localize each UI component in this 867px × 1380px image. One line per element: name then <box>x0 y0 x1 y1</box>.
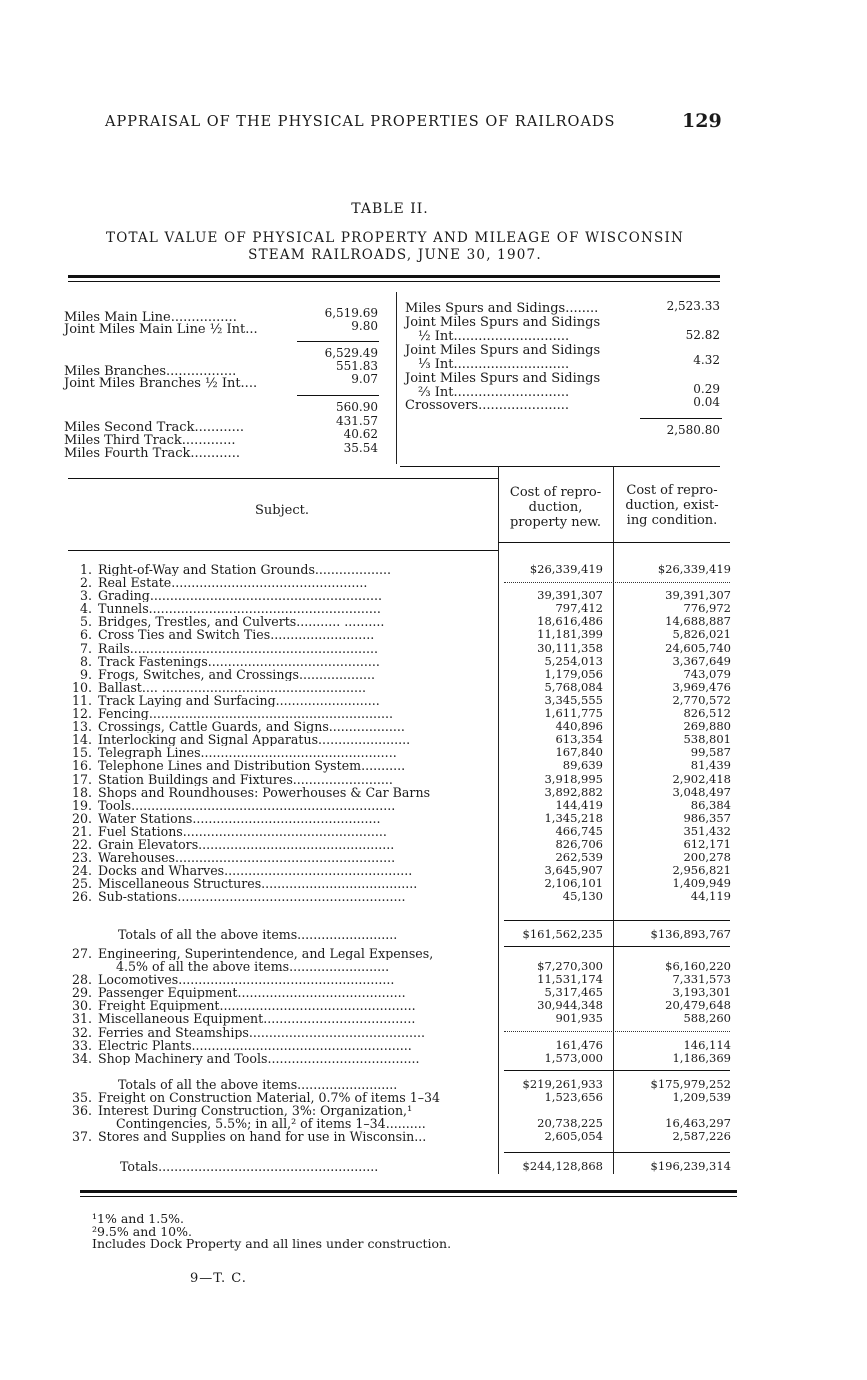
table-row <box>68 615 738 628</box>
mileage-right-label: ⅔ Int............................ <box>418 385 570 400</box>
row-value-exist: $136,893,767 <box>650 927 731 941</box>
row-value-new: 3,345,555 <box>544 692 603 707</box>
mileage-subtotal-rule <box>297 395 379 396</box>
row-value-exist: 776,972 <box>683 601 731 616</box>
mileage-left-label: Miles Second Track............ <box>64 420 245 435</box>
row-subject: Warehouses....................................................... <box>98 851 396 865</box>
row-value-new: $161,562,235 <box>522 927 603 941</box>
row-subject: Interlocking and Signal Apparatus....................... <box>98 733 411 747</box>
table-row <box>68 602 738 615</box>
table-row <box>68 890 738 903</box>
table-row <box>68 589 738 602</box>
row-number: 4. <box>79 601 92 617</box>
mileage-right-label: Miles Spurs and Sidings........ <box>405 301 599 316</box>
table-title-line2: STEAM RAILROADS, JUNE 30, 1907. <box>248 247 542 263</box>
row-value-new: 797,412 <box>555 601 603 616</box>
row-value-new: 5,254,013 <box>544 653 603 668</box>
table-row <box>68 1091 738 1104</box>
table-row <box>68 681 738 694</box>
row-value-new: 5,768,084 <box>544 679 603 694</box>
bottom-rule-thick <box>80 1190 737 1193</box>
row-number: 17. <box>71 771 92 787</box>
row-value-exist: 24,605,740 <box>665 640 731 655</box>
row-value-exist: 3,367,649 <box>672 653 731 668</box>
row-number: 25. <box>71 876 92 892</box>
row-subject: Totals....................................................... <box>120 1160 379 1174</box>
row-value-exist: 200,278 <box>683 850 731 865</box>
row-number: 3. <box>79 588 92 604</box>
row-value-new: 18,616,486 <box>537 614 603 629</box>
bottom-rule-thin <box>80 1196 737 1197</box>
row-number: 32. <box>71 1024 92 1040</box>
grand-total-rule <box>504 1152 730 1153</box>
row-subject: Electric Plants....................................................... <box>98 1038 412 1052</box>
row-value-new: 1,523,656 <box>544 1090 603 1104</box>
row-value-new: 89,639 <box>562 758 603 773</box>
row-value-exist: 351,432 <box>683 823 731 838</box>
row-value-exist: $6,160,220 <box>665 959 731 974</box>
row-value-new: 11,531,174 <box>537 972 603 987</box>
table-row <box>68 746 738 759</box>
totals-2 <box>68 1078 738 1091</box>
table-row <box>68 1052 738 1065</box>
mileage-left-value: 35.54 <box>343 441 378 455</box>
col-header-exist <box>614 483 730 528</box>
table-row <box>68 877 738 890</box>
row-subject: Engineering, Superintendence, and Legal Expenses, <box>98 947 434 961</box>
table-row <box>68 960 738 973</box>
row-number: 14. <box>71 732 92 748</box>
row-number: 10. <box>71 679 92 695</box>
table-row <box>68 1104 738 1117</box>
row-subject: Real Estate................................................. <box>98 576 368 590</box>
col-header-new-line: property new. <box>509 515 602 530</box>
row-number: 12. <box>71 706 92 722</box>
row-value-exist: 39,391,307 <box>665 588 731 603</box>
row-subject: Cross Ties and Switch Ties.......................... <box>98 628 375 642</box>
row-subject: Sub-stations......................................................... <box>98 890 406 904</box>
row-value-exist: 538,801 <box>683 732 731 747</box>
mileage-total-rule <box>640 418 722 419</box>
table-row <box>68 1117 738 1130</box>
footnote: ²9.5% and 10%. <box>92 1224 192 1239</box>
row-value-exist: 2,587,226 <box>672 1129 731 1144</box>
row-value-new: $26,339,419 <box>529 562 603 576</box>
row-subject: 4.5% of all the above items......................... <box>116 960 390 974</box>
footnote: Includes Dock Property and all lines under construction. <box>92 1236 452 1251</box>
row-value-exist: 269,880 <box>683 719 731 734</box>
row-number: 8. <box>79 653 92 669</box>
col-header-subject: Subject. <box>255 503 309 518</box>
row-subject: Grading.......................................................... <box>98 589 383 603</box>
row-number: 20. <box>71 810 92 826</box>
row-value-exist: 20,479,648 <box>665 998 731 1013</box>
top-rule-thin <box>68 281 720 282</box>
col-header-exist-line: ing condition. <box>626 513 718 528</box>
row-number: 34. <box>71 1050 92 1066</box>
row-value-new: 262,539 <box>555 850 603 865</box>
row-value-exist: 2,902,418 <box>672 771 731 786</box>
row-value-exist: 3,969,476 <box>672 679 731 694</box>
mileage-right-label: Crossovers...................... <box>405 398 569 413</box>
cost-rows-1 <box>68 563 738 903</box>
mileage-right-label: Joint Miles Spurs and Sidings <box>405 315 601 330</box>
row-subject: Miscellaneous Equipment...................................... <box>98 1012 416 1026</box>
row-value-new: 613,354 <box>555 732 603 747</box>
row-value-new: 45,130 <box>562 889 603 904</box>
row-value-new: 1,573,000 <box>544 1050 603 1065</box>
row-value-exist: 14,688,887 <box>665 614 731 629</box>
mileage-right-label: Joint Miles Spurs and Sidings <box>405 343 601 358</box>
row-value-new: 826,706 <box>555 836 603 851</box>
row-value-exist: 1,209,539 <box>672 1090 731 1104</box>
mileage-left-label: Miles Branches................. <box>64 364 237 379</box>
totals-1 <box>68 928 738 942</box>
table-row <box>68 1026 738 1039</box>
row-subject: Ferries and Steamships............................................ <box>98 1025 426 1039</box>
row-subject: Telegraph Lines................................................. <box>98 746 397 760</box>
row-value-new: 1,345,218 <box>544 810 603 825</box>
row-number: 30. <box>71 998 92 1014</box>
row-value-new: 3,645,907 <box>544 863 603 878</box>
row-number: 16. <box>71 758 92 774</box>
table-row <box>68 563 738 576</box>
col-header-new-line: Cost of repro- <box>509 485 602 500</box>
table-row <box>68 999 738 1012</box>
header-top-rule-left <box>68 478 498 479</box>
table-row <box>68 1078 738 1091</box>
row-value-exist: 81,439 <box>690 758 731 773</box>
mileage-left-value: 6,519.69 <box>324 306 378 320</box>
row-number: 26. <box>71 889 92 905</box>
row-value-new: 2,106,101 <box>544 876 603 891</box>
row-value-exist: 612,171 <box>683 836 731 851</box>
row-subject: Track Laying and Surfacing.......................... <box>98 693 380 708</box>
table-row <box>68 851 738 864</box>
table-row <box>68 628 738 641</box>
row-value-exist: 7,331,573 <box>672 972 731 987</box>
mileage-right-value: 0.29 <box>693 382 720 396</box>
row-value-new: $244,128,868 <box>522 1159 603 1173</box>
mileage-right-label: Joint Miles Spurs and Sidings <box>405 371 601 386</box>
mileage-left-label: Miles Fourth Track............ <box>64 446 240 461</box>
table-title-line1: TOTAL VALUE OF PHYSICAL PROPERTY AND MILEAGE OF WISCONSIN <box>106 230 684 246</box>
row-subject: Totals of all the above items......................... <box>118 1078 398 1092</box>
row-value-exist: 146,114 <box>683 1037 731 1052</box>
row-value-exist: 99,587 <box>690 745 731 760</box>
table-row <box>68 707 738 720</box>
mileage-left-value: 9.80 <box>351 319 378 333</box>
row-subject: Fuel Stations................................................... <box>98 824 387 838</box>
row-number: 1. <box>79 562 92 577</box>
col-header-exist-line: Cost of repro- <box>626 483 718 498</box>
grand-total <box>68 1160 738 1173</box>
cost-table <box>68 563 738 903</box>
row-number: 6. <box>79 627 92 643</box>
top-rule-thick <box>68 275 720 278</box>
row-number: 27. <box>71 946 92 961</box>
row-value-exist: 5,826,021 <box>672 627 731 642</box>
row-value-exist: $196,239,314 <box>650 1159 731 1173</box>
col-header-new <box>498 485 613 530</box>
table-label: TABLE II. <box>351 201 429 217</box>
row-value-exist: 826,512 <box>683 706 731 721</box>
mileage-left-value: 551.83 <box>336 359 378 373</box>
row-number: 21. <box>71 823 92 839</box>
row-subject: Station Buildings and Fixtures......................... <box>98 772 393 786</box>
row-value-new: 466,745 <box>555 823 603 838</box>
row-subject: Totals of all the above items......................... <box>118 928 398 942</box>
table-row <box>68 1130 738 1143</box>
row-value-exist: 2,770,572 <box>672 692 731 707</box>
row-number: 35. <box>71 1090 92 1105</box>
row-number: 24. <box>71 863 92 879</box>
row-subject: Freight on Construction Material, 0.7% of items 1–34 <box>98 1091 441 1105</box>
table-row <box>68 838 738 851</box>
mileage-right-value: 4.32 <box>693 353 720 367</box>
mileage-right-value: 2,580.80 <box>666 423 720 437</box>
row-number: 9. <box>79 666 92 682</box>
row-number: 31. <box>71 1011 92 1027</box>
row-subject: Telephone Lines and Distribution System........... <box>98 759 406 773</box>
table-title <box>55 230 735 264</box>
row-value-exist: 588,260 <box>683 1011 731 1026</box>
table-row <box>68 773 738 786</box>
row-value-new: 440,896 <box>555 719 603 734</box>
row-subject: Interest During Construction, 3%: Organization,¹ <box>98 1104 413 1118</box>
row-value-new: 1,179,056 <box>544 666 603 681</box>
mileage-right-value: 52.82 <box>685 328 720 342</box>
row-value-new: 30,944,348 <box>537 998 603 1013</box>
row-value-exist: 986,357 <box>683 810 731 825</box>
row-subject: Passenger Equipment.......................................... <box>98 986 406 1000</box>
row-subject: Fencing............................................................. <box>98 707 394 721</box>
row-value-exist: 86,384 <box>690 797 731 812</box>
row-subject: Miscellaneous Structures....................................... <box>98 877 418 891</box>
mileage-left-value: 6,529.49 <box>324 346 378 360</box>
row-subject: Grain Elevators................................................. <box>98 837 395 852</box>
row-value-new: 3,918,995 <box>544 771 603 786</box>
table-row <box>68 694 738 707</box>
row-subject: Tunnels.......................................................... <box>98 602 381 616</box>
table-row <box>68 812 738 825</box>
row-subject: Ballast.... ................................................... <box>98 680 367 694</box>
row-value-new: 5,317,465 <box>544 985 603 1000</box>
row-value-exist: $26,339,419 <box>657 562 731 576</box>
header-bottom-rule-right <box>498 542 730 543</box>
mileage-left-value: 560.90 <box>336 400 378 414</box>
table-row <box>68 642 738 655</box>
table-row <box>68 799 738 812</box>
mileage-left-label: Miles Main Line................ <box>64 310 237 325</box>
table-row <box>68 973 738 986</box>
mileage-left-label: Joint Miles Main Line ½ Int... <box>64 322 258 337</box>
page-number: 129 <box>682 110 722 132</box>
row-number: 5. <box>79 614 92 630</box>
mileage-right-value: 2,523.33 <box>666 299 720 313</box>
row-value-exist: 743,079 <box>683 666 731 681</box>
row-value-new: 1,611,775 <box>544 706 603 721</box>
row-subject: Docks and Wharves............................................... <box>98 864 413 878</box>
table-row <box>68 668 738 681</box>
cost-rows-2-wrap <box>68 947 738 1065</box>
row-value-new: $7,270,300 <box>537 959 603 974</box>
table-row <box>68 733 738 746</box>
row-value-new: 167,840 <box>555 745 603 760</box>
row-number: 37. <box>71 1129 92 1145</box>
row-subject: Tools.................................................................. <box>98 798 396 812</box>
row-subject: Frogs, Switches, and Crossings................... <box>98 667 376 681</box>
mileage-divider <box>396 292 397 464</box>
mileage-left-value: 9.07 <box>351 372 378 386</box>
row-number: 36. <box>71 1103 92 1119</box>
row-value-new: 30,111,358 <box>537 640 603 655</box>
table-row <box>68 786 738 799</box>
mileage-left-label: Joint Miles Branches ½ Int.... <box>64 376 258 391</box>
mileage-right-label: ½ Int............................ <box>418 329 570 344</box>
table-row <box>68 1039 738 1052</box>
row-number: 22. <box>71 836 92 852</box>
table-row <box>68 655 738 668</box>
row-value-exist: 1,186,369 <box>672 1050 731 1065</box>
mileage-left-label: Miles Third Track............. <box>64 433 236 448</box>
row-number: 18. <box>71 784 92 800</box>
table-row <box>68 864 738 877</box>
row-subject: Contingencies, 5.5%; in all,² of items 1–34.......... <box>116 1117 426 1131</box>
cost-rows-2 <box>68 947 738 1065</box>
table-row <box>68 928 738 942</box>
row-subject: Freight Equipment................................................. <box>98 999 416 1013</box>
row-subject: Track Fastenings........................................... <box>98 654 380 668</box>
header-bottom-rule <box>68 550 498 551</box>
cost-rows-3 <box>68 1091 738 1143</box>
row-number: 29. <box>71 985 92 1001</box>
header-top-rule <box>400 466 720 467</box>
table-row <box>68 759 738 772</box>
table-row <box>68 1160 738 1173</box>
subtotal-rule-2 <box>504 1070 730 1071</box>
row-value-exist: 16,463,297 <box>665 1116 731 1131</box>
table-row <box>68 1012 738 1025</box>
row-subject: Rails.............................................................. <box>98 641 378 655</box>
row-value-new: 144,419 <box>555 797 603 812</box>
footnote: ¹1% and 1.5%. <box>92 1211 185 1226</box>
row-subject: Right-of-Way and Station Grounds................... <box>98 563 391 577</box>
row-subject: Shops and Roundhouses: Powerhouses & Car Barns <box>98 785 431 799</box>
mileage-subtotal-rule <box>297 341 379 342</box>
row-number: 23. <box>71 850 92 866</box>
row-value-exist: 2,956,821 <box>672 863 731 878</box>
row-value-new: 11,181,399 <box>537 627 603 642</box>
row-value-new: 2,605,054 <box>544 1129 603 1144</box>
row-number: 2. <box>79 575 92 591</box>
row-value-exist: 44,119 <box>690 889 731 904</box>
mileage-right-label: ⅓ Int............................ <box>418 357 570 372</box>
subtotal-rule-1 <box>504 920 730 921</box>
row-value-new: 39,391,307 <box>537 588 603 603</box>
row-value-new: 161,476 <box>555 1037 603 1052</box>
row-subject: Crossings, Cattle Guards, and Signs................... <box>98 720 405 734</box>
table-row <box>68 825 738 838</box>
row-subject: Bridges, Trestles, and Culverts........... .......... <box>98 615 385 629</box>
row-subject: Locomotives...................................................... <box>98 973 395 987</box>
running-head: APPRAISAL OF THE PHYSICAL PROPERTIES OF RAILROADS <box>105 114 616 130</box>
row-number: 15. <box>71 745 92 761</box>
row-value-new: $219,261,933 <box>522 1077 603 1091</box>
row-separator <box>504 1031 730 1032</box>
row-subject: Stores and Supplies on hand for use in Wisconsin... <box>98 1130 427 1144</box>
row-subject: Water Stations............................................... <box>98 811 381 825</box>
row-value-new: 901,935 <box>555 1011 603 1026</box>
row-number: 19. <box>71 797 92 813</box>
row-value-exist: 3,048,497 <box>672 784 731 799</box>
row-separator <box>504 582 730 583</box>
col-header-exist-line: duction, exist- <box>625 498 719 513</box>
row-subject: Shop Machinery and Tools...................................... <box>98 1051 420 1065</box>
row-value-exist: 3,193,301 <box>672 985 731 1000</box>
table-row <box>68 720 738 733</box>
mileage-right-value: 0.04 <box>693 395 720 409</box>
signature-mark: 9—T. C. <box>190 1271 247 1286</box>
row-value-new: 3,892,882 <box>544 784 603 799</box>
col-header-new-line: duction, <box>528 500 583 515</box>
row-number: 7. <box>79 640 92 656</box>
mileage-left-value: 40.62 <box>343 427 378 441</box>
row-value-exist: 1,409,949 <box>672 876 731 891</box>
row-number: 13. <box>71 719 92 735</box>
table-row <box>68 947 738 960</box>
table-row <box>68 986 738 999</box>
row-number: 33. <box>71 1037 92 1053</box>
row-number: 11. <box>71 692 92 708</box>
mileage-left-value: 431.57 <box>336 414 378 428</box>
row-value-exist: $175,979,252 <box>650 1077 731 1091</box>
cost-rows-3-wrap <box>68 1091 738 1143</box>
row-number: 28. <box>71 972 92 988</box>
row-value-new: 20,738,225 <box>537 1116 603 1131</box>
